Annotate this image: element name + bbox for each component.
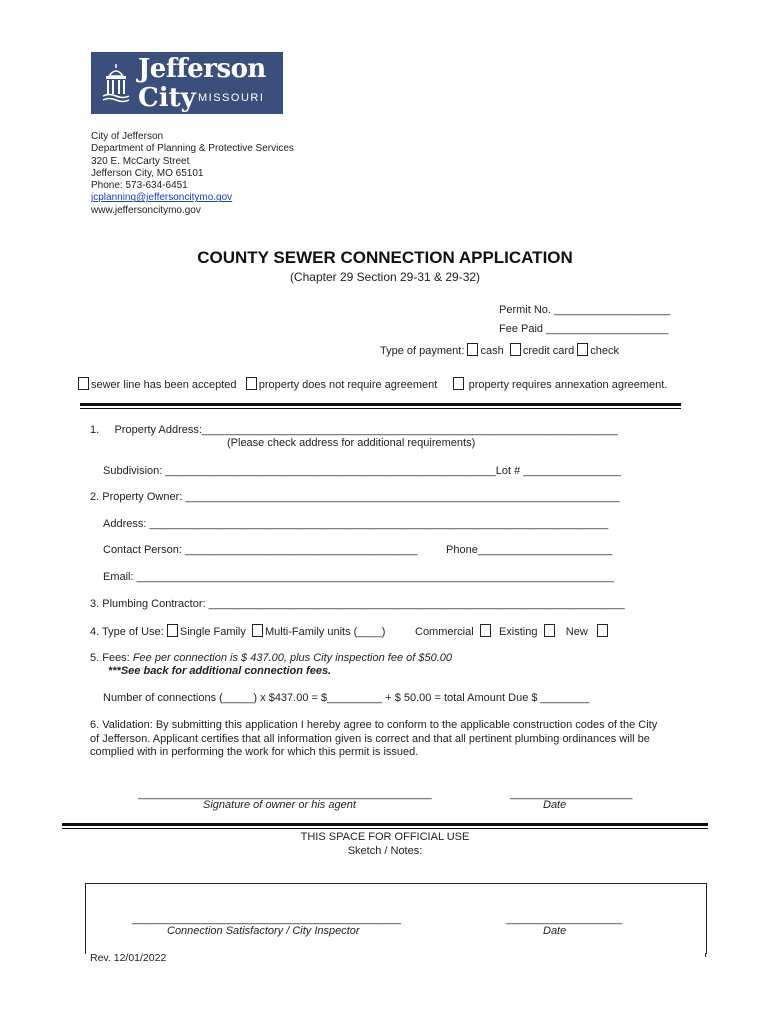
multi-family-label: Multi-Family units (____)	[265, 626, 386, 638]
agreement-options-row	[78, 377, 667, 391]
jefferson-city-logo	[91, 52, 283, 114]
sewer-accepted-label: sewer line has been accepted	[91, 379, 237, 391]
single-family-checkbox[interactable]	[167, 624, 178, 637]
address-line: Jefferson City, MO 65101	[91, 167, 204, 179]
official-divider-thick	[62, 823, 708, 826]
existing-checkbox[interactable]	[544, 624, 555, 637]
permit-number-field[interactable]: ___________________	[554, 304, 671, 316]
permit-label: Permit No.	[499, 304, 551, 316]
address-line: City of Jefferson	[91, 131, 164, 142]
payment-type-label: Type of payment:	[380, 345, 465, 357]
type-of-use-row	[90, 624, 385, 638]
form-title: COUNTY SEWER CONNECTION APPLICATION	[197, 248, 573, 267]
website-text: www.jeffersoncitymo.gov	[91, 204, 201, 216]
subdivision-lot-field[interactable]: Subdivision: ______________________________________________________Lot # ________________	[103, 465, 622, 477]
owner-address-field[interactable]: Address: ___________________________________________________________________________	[103, 518, 609, 530]
plumbing-contractor-field[interactable]: 3. Plumbing Contractor: ____________________________________________________________________	[90, 598, 625, 610]
signature-label: Signature of owner or his agent	[203, 799, 356, 811]
property-address-row	[90, 424, 618, 436]
email-link[interactable]: jcplanning@jeffersoncitymo.gov	[91, 192, 233, 204]
cash-checkbox[interactable]	[467, 343, 478, 356]
property-address-note: (Please check address for additional requirements)	[227, 437, 476, 449]
logo-word-city: City	[138, 83, 196, 113]
validation-line: of Jefferson. Applicant certifies that all information given is correct and that all pertinent plumbing ordinances will be	[90, 732, 650, 745]
signature-date-line[interactable]: ____________________	[510, 788, 633, 800]
inspector-signature-line[interactable]: ____________________________________________	[132, 913, 402, 925]
form-subtitle: (Chapter 29 Section 29-31 & 29-32)	[289, 270, 481, 284]
department-address	[91, 131, 294, 217]
type-of-use-label: 4. Type of Use:	[90, 626, 164, 638]
section-number: 1.	[90, 424, 100, 436]
signature-line[interactable]: ________________________________________________	[138, 788, 432, 800]
no-agreement-label: property does not require agreement	[258, 379, 438, 391]
new-label: New	[565, 626, 588, 638]
address-line: 320 E. McCarty Street	[91, 155, 190, 167]
payment-type-row	[380, 343, 619, 357]
official-use-heading: THIS SPACE FOR OFFICIAL USE	[300, 831, 470, 843]
fees-text: Fee per connection is $ 437.00, plus City inspection fee of $50.00	[132, 652, 453, 664]
existing-label: Existing	[498, 626, 538, 638]
credit-card-label: credit card	[522, 345, 575, 357]
commercial-label: Commercial	[415, 626, 474, 638]
fee-paid-row	[499, 323, 668, 335]
divider-thin	[80, 408, 681, 409]
fees-note: ***See back for additional connection fees.	[108, 665, 332, 677]
validation-statement	[90, 719, 657, 760]
inspector-date-label: Date	[543, 925, 567, 937]
logo-word-jefferson: Jefferson	[138, 54, 266, 84]
single-family-label: Single Family	[179, 626, 246, 638]
new-checkbox[interactable]	[597, 624, 608, 637]
logo-word-missouri: MISSOURI	[198, 92, 265, 104]
multi-family-checkbox[interactable]	[252, 624, 263, 637]
inspector-signature-label: Connection Satisfactory / City Inspector	[167, 925, 360, 937]
address-line: Department of Planning & Protective Services	[91, 143, 294, 155]
fee-paid-label: Fee Paid	[499, 323, 544, 335]
no-agreement-checkbox[interactable]	[246, 377, 257, 390]
commercial-checkbox[interactable]	[480, 624, 491, 637]
phone-field[interactable]: Phone______________________	[446, 544, 613, 556]
inspector-date-line[interactable]: ___________________	[506, 913, 623, 925]
divider-thick	[80, 403, 681, 406]
fees-label: 5. Fees:	[90, 652, 130, 664]
phone-line: Phone: 573-634-6451	[91, 180, 188, 192]
property-address-field[interactable]: ____________________________________________________________________	[201, 424, 618, 436]
official-divider-thin	[62, 828, 708, 829]
sketch-notes-label: Sketch / Notes:	[347, 845, 423, 857]
permit-number-row	[499, 304, 670, 316]
capitol-building-icon	[101, 62, 131, 104]
check-label: check	[590, 345, 619, 357]
fee-calculation-field[interactable]: Number of connections (_____) x $437.00 = $_________ + $ 50.00 = total Amount Due $ ________	[103, 692, 590, 704]
validation-line: 6. Validation: By submitting this application I hereby agree to conform to the applicable construction codes of the City	[90, 719, 658, 731]
annexation-label: property requires annexation agreement.	[468, 379, 668, 391]
box-edge	[705, 953, 706, 957]
signature-date-label: Date	[543, 799, 567, 811]
annexation-checkbox[interactable]	[453, 377, 464, 390]
credit-card-checkbox[interactable]	[510, 343, 521, 356]
contact-person-field[interactable]: Contact Person: ______________________________________	[103, 544, 418, 556]
property-owner-field[interactable]: 2. Property Owner: _______________________________________________________________________	[90, 491, 620, 503]
fees-row	[90, 652, 452, 664]
sewer-accepted-checkbox[interactable]	[78, 377, 89, 390]
check-checkbox[interactable]	[577, 343, 588, 356]
property-address-label: Property Address:	[114, 424, 202, 436]
commercial-option	[415, 624, 610, 638]
validation-line: complied with in performing the work for which this permit is issued.	[90, 746, 419, 758]
cash-label: cash	[480, 345, 504, 357]
revision-date: Rev. 12/01/2022	[90, 952, 167, 964]
email-field[interactable]: Email: ______________________________________________________________________________	[103, 571, 614, 583]
fee-paid-field[interactable]: ____________________	[546, 323, 669, 335]
